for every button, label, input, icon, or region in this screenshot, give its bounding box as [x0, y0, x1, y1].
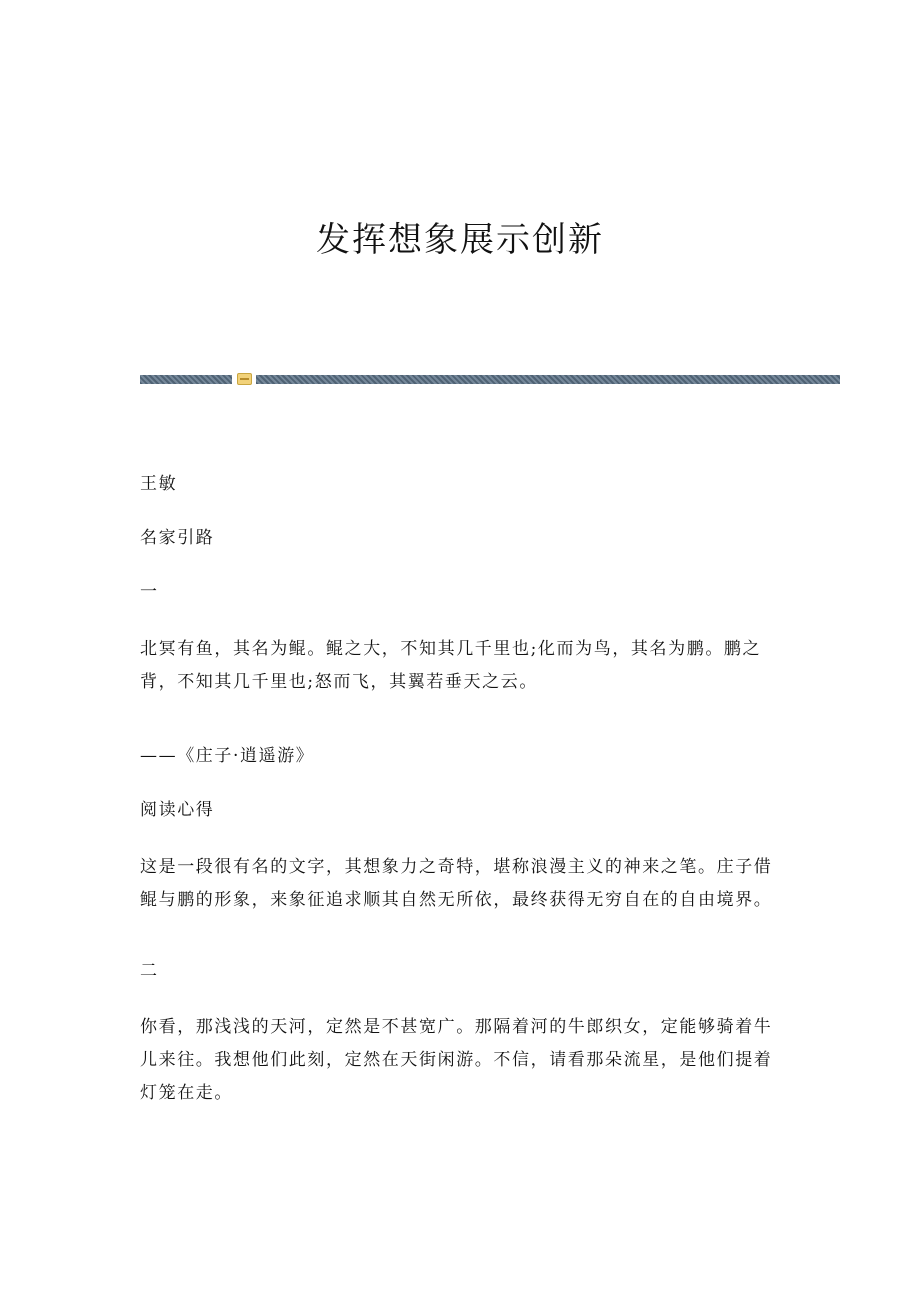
reading-heading: 阅读心得 [140, 800, 215, 820]
document-title: 发挥想象展示创新 [316, 220, 604, 260]
part-one-marker: 一 [140, 582, 159, 602]
quote-paragraph: 北冥有鱼，其名为鲲。鲲之大，不知其几千里也;化而为鸟，其名为鹏。鹏之背，不知其几千里也;怒而飞，其翼若垂天之云。 [140, 639, 762, 692]
part-two-marker: 二 [140, 961, 159, 981]
reading-paragraph: 这是一段很有名的文字，其想象力之奇特，堪称浪漫主义的神来之笔。庄子借鲲与鹏的形象，来象征追求顺其自然无所依，最终获得无穷自在的自由境界。 [140, 857, 773, 910]
quote-source: ——《庄子·逍遥游》 [140, 746, 315, 766]
section-heading: 名家引路 [140, 528, 215, 548]
divider-bar-left [140, 375, 232, 384]
author-name: 王敏 [140, 474, 178, 494]
poem-paragraph: 你看，那浅浅的天河，定然是不甚宽广。那隔着河的牛郎织女，定能够骑着牛儿来往。我想他们此刻，定然在天街闲游。不信，请看那朵流星，是他们提着灯笼在走。 [140, 1017, 773, 1103]
divider-bar-right [256, 375, 840, 384]
divider-ornament-icon [237, 373, 252, 385]
title-divider [140, 375, 840, 384]
